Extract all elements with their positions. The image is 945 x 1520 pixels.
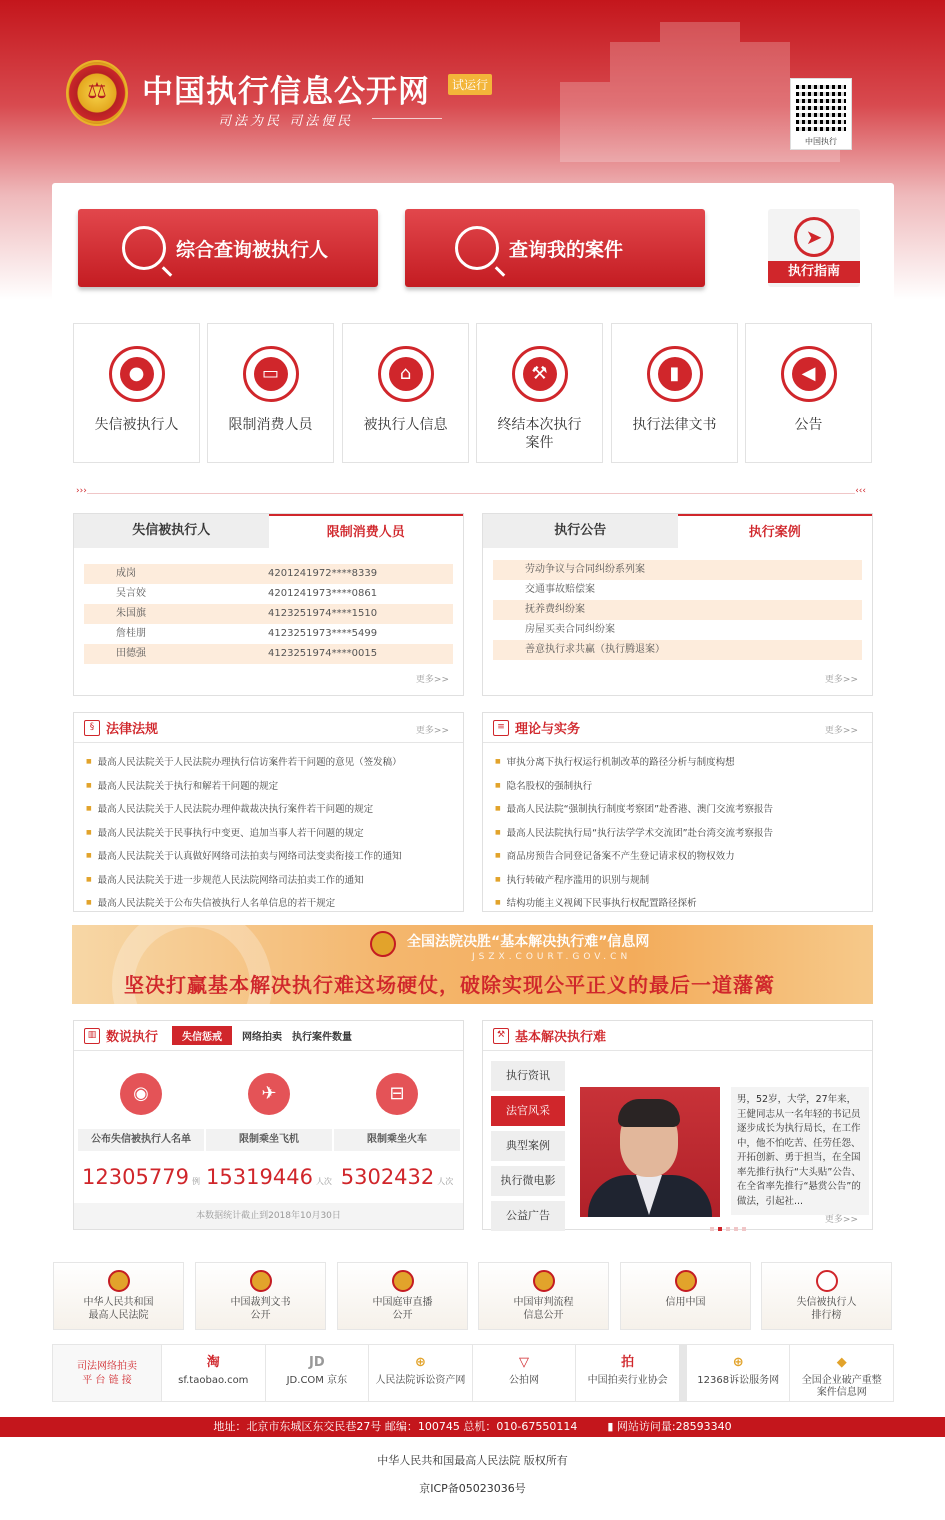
- tile-label: 失信被执行人: [94, 417, 179, 433]
- platform-label: 12368诉讼服务网: [697, 1375, 780, 1386]
- list-item[interactable]: ■ 最高人民法院“强制执行制度考察团”赴香港、澳门交流考察报告: [495, 798, 872, 822]
- row-id: 4123251974****0015: [268, 648, 378, 659]
- stat-unit: 人次: [437, 1177, 454, 1186]
- table-row[interactable]: [84, 604, 453, 624]
- basic-solve-title: 基本解决执行难: [515, 1030, 607, 1045]
- link-trial-live[interactable]: [337, 1262, 468, 1330]
- link-label: 中国庭审直播 公开: [372, 1297, 433, 1321]
- qr-code-icon: [796, 84, 846, 134]
- tile-label: 限制消费人员: [228, 417, 313, 433]
- court-emblem-icon: [533, 1270, 555, 1292]
- tile-executee-info[interactable]: [342, 323, 469, 463]
- tile-label: 公告: [794, 417, 823, 433]
- theory-title: 理论与实务: [515, 722, 581, 737]
- carousel-dots[interactable]: [710, 1227, 746, 1231]
- judge-bio: 男，52岁，大学，27年来，王健同志从一名年轻的书记员逐步成长为执行局长，在工作中，他不怕吃苦、任劳任怨、开拓创新、勇于担当，在全国率先推行执行“大头贴”公告、在全省率先推行“悬赏公告”的做法，引起社...: [731, 1087, 869, 1215]
- jd-logo-icon: JD: [309, 1355, 325, 1370]
- tab-dishonest-punishment[interactable]: 失信惩戒: [172, 1026, 232, 1045]
- list-item[interactable]: ■ 最高人民法院关于公布失信被执行人名单信息的若干规定: [86, 892, 463, 916]
- national-emblem-icon: [392, 1270, 414, 1292]
- stat-value: [78, 1165, 204, 1189]
- court-emblem-icon: [250, 1270, 272, 1292]
- platform-12368[interactable]: [679, 1345, 790, 1401]
- stat-value: [334, 1165, 460, 1189]
- document-icon: ≡: [493, 720, 509, 736]
- stat-number: 15319446: [206, 1165, 313, 1189]
- list-item[interactable]: ■ 最高人民法院关于进一步规范人民法院网络司法拍卖工作的通知: [86, 869, 463, 893]
- list-item[interactable]: ■ 最高人民法院关于认真做好网络司法拍卖与网络司法变卖衔接工作的通知: [86, 845, 463, 869]
- gavel-icon: ⚒: [493, 1028, 509, 1044]
- person-search-icon: [122, 226, 166, 270]
- query-my-case-button[interactable]: [405, 209, 705, 287]
- table-row[interactable]: [84, 584, 453, 604]
- list-item[interactable]: ■ 最高人民法院关于人民法院办理仲裁裁决执行案件若干问题的规定: [86, 798, 463, 822]
- national-emblem-icon: [108, 1270, 130, 1292]
- slogan-line: [372, 118, 442, 119]
- query-executee-button[interactable]: [78, 209, 378, 287]
- list-item[interactable]: ■ 审执分离下执行权运行机制改革的路径分析与制度构想: [495, 751, 872, 775]
- document-search-icon: [455, 226, 499, 270]
- table-row[interactable]: [84, 644, 453, 664]
- list-item[interactable]: ■ 执行转破产程序滥用的识别与规制: [495, 869, 872, 893]
- stat-unit: 人次: [315, 1177, 332, 1186]
- stat-train-ban: [334, 1073, 460, 1189]
- platform-gpai[interactable]: [472, 1345, 576, 1401]
- platform-label: 全国企业破产重整 案件信息网: [801, 1375, 882, 1398]
- data-exec-title: 数说执行: [106, 1030, 159, 1045]
- tab-execution-cases[interactable]: 执行案例: [678, 514, 873, 548]
- platform-bankruptcy[interactable]: [789, 1345, 893, 1401]
- row-id: 4201241973****0861: [268, 588, 378, 599]
- list-item[interactable]: ■ 最高人民法院关于执行和解若干问题的规定: [86, 775, 463, 799]
- case-title: 善意执行求共赢（执行腾退案）: [525, 644, 665, 655]
- more-link[interactable]: 更多>>: [415, 726, 449, 736]
- banner-url: JSZX.COURT.GOV.CN: [472, 952, 632, 962]
- link-dishonest-ranking[interactable]: [761, 1262, 892, 1330]
- list-item[interactable]: [493, 620, 862, 640]
- list-item[interactable]: ■ 隐名股权的强制执行: [495, 775, 872, 799]
- platform-label: 人民法院诉讼资产网: [375, 1375, 466, 1386]
- platform-label: JD.COM 京东: [286, 1375, 348, 1386]
- gavel-icon: ⚒: [512, 346, 568, 402]
- row-name: 詹桂朋: [116, 628, 146, 639]
- banner-title: 全国法院决胜“基本解决执行难”信息网: [407, 934, 650, 950]
- card-icon: ▭: [243, 346, 299, 402]
- peoples-daily-logo-icon: [816, 1270, 838, 1292]
- platforms-title: 司法网络拍卖 平 台 链 接: [53, 1345, 161, 1401]
- more-link[interactable]: 更多>>: [824, 1215, 858, 1225]
- tab-online-auction[interactable]: 网络拍卖: [242, 1032, 283, 1043]
- query-my-case-label: 查询我的案件: [509, 238, 624, 261]
- tile-label: 被执行人信息: [363, 417, 448, 433]
- train-icon: ⊟: [376, 1073, 418, 1115]
- platform-taobao[interactable]: [161, 1345, 265, 1401]
- case-title: 交通事故赔偿案: [525, 584, 595, 595]
- court-emblem-icon: ⊕: [732, 1355, 744, 1370]
- taobao-logo-icon: 淘: [206, 1355, 220, 1370]
- qr-label: 中国执行: [805, 137, 837, 146]
- trial-badge: 试运行: [448, 74, 492, 95]
- data-exec-panel: [73, 1020, 464, 1230]
- query-executee-label: 综合查询被执行人: [176, 238, 329, 261]
- tile-restricted-consumers[interactable]: [207, 323, 334, 463]
- list-item[interactable]: ■ 最高人民法院关于人民法院办理执行信访案件若干问题的意见（签发稿）: [86, 751, 463, 775]
- bar-chart-icon: ▮: [607, 1420, 614, 1433]
- tab-execution-announcements[interactable]: 执行公告: [483, 514, 678, 548]
- list-item[interactable]: ■ 最高人民法院关于民事执行中变更、追加当事人若干问题的规定: [86, 822, 463, 846]
- arrow-right-icon: ›››: [76, 486, 87, 496]
- footer-address: 地址：北京市东城区东交民巷27号 邮编：100745 总机：010-67550114: [213, 1420, 578, 1433]
- banner-slogan: 坚决打赢基本解决执行难这场硬仗，破除实现公平正义的最后一道藩篱: [124, 973, 775, 997]
- row-id: 4123251974****1510: [268, 608, 378, 619]
- link-label: 失信被执行人 排行榜: [796, 1297, 857, 1321]
- tile-legal-documents[interactable]: [611, 323, 738, 463]
- national-emblem-icon: [675, 1270, 697, 1292]
- judge-photo[interactable]: [580, 1087, 720, 1217]
- compass-icon: ➤: [794, 217, 834, 257]
- row-name: 成岗: [116, 568, 136, 579]
- auction-platforms: [52, 1344, 894, 1402]
- link-trial-process[interactable]: [478, 1262, 609, 1330]
- platform-label: sf.taobao.com: [178, 1375, 249, 1386]
- data-note: 本数据统计截止到2018年10月30日: [74, 1203, 463, 1229]
- campaign-banner[interactable]: [72, 925, 873, 1004]
- stat-flight-ban: [206, 1073, 332, 1189]
- list-item[interactable]: [493, 580, 862, 600]
- footer-bar: [0, 1417, 945, 1437]
- stat-number: 5302432: [340, 1165, 435, 1189]
- tile-dishonest-executee[interactable]: [73, 323, 200, 463]
- eye-person-icon: ◉: [120, 1073, 162, 1115]
- gpai-logo-icon: ▽: [519, 1355, 530, 1370]
- stat-unit: 例: [191, 1177, 200, 1186]
- theory-panel: [482, 712, 873, 912]
- footer-copyright: 中华人民共和国最高人民法院 版权所有: [377, 1454, 568, 1467]
- list-item[interactable]: [493, 560, 862, 580]
- link-judgment-documents[interactable]: [195, 1262, 326, 1330]
- case-title: 劳动争议与合同纠纷系列案: [525, 564, 645, 575]
- nav-micro-films[interactable]: 执行微电影: [491, 1166, 565, 1196]
- row-name: 田德强: [116, 648, 146, 659]
- executee-panel: [73, 513, 464, 696]
- stat-label: 公布失信被执行人名单: [78, 1129, 204, 1151]
- row-name: 朱国旗: [116, 608, 146, 619]
- stat-label: 限制乘坐飞机: [206, 1129, 332, 1151]
- link-label: 中国裁判文书 公开: [230, 1297, 291, 1321]
- footer-icp[interactable]: 京ICP备05023036号: [419, 1482, 526, 1495]
- row-id: 4201241972****8339: [268, 568, 378, 579]
- platform-court-assets[interactable]: [368, 1345, 472, 1401]
- case-title: 房屋买卖合同纠纷案: [525, 624, 615, 635]
- platform-auction-association[interactable]: [575, 1345, 679, 1401]
- plane-icon: ✈: [248, 1073, 290, 1115]
- more-link[interactable]: 更多>>: [824, 675, 858, 685]
- list-item[interactable]: [493, 600, 862, 620]
- link-label: 信用中国: [665, 1297, 706, 1308]
- execution-guide-label: 执行指南: [768, 261, 860, 283]
- platform-label: 公拍网: [509, 1375, 540, 1386]
- laws-title: 法律法规: [106, 722, 159, 737]
- nav-judge-profiles[interactable]: 法官风采: [491, 1096, 565, 1126]
- list-item[interactable]: [493, 640, 862, 660]
- law-book-icon: §: [84, 720, 100, 736]
- nav-execution-news[interactable]: 执行资讯: [491, 1061, 565, 1091]
- megaphone-icon: ◀: [781, 346, 837, 402]
- qr-code: [790, 78, 852, 150]
- tab-restricted-consumers[interactable]: 限制消费人员: [269, 514, 464, 548]
- platform-label: 中国拍卖行业协会: [587, 1375, 668, 1386]
- cases-panel: [482, 513, 873, 696]
- auction-association-logo-icon: 拍: [621, 1355, 635, 1370]
- platform-jd[interactable]: [265, 1345, 369, 1401]
- tile-announcements[interactable]: [745, 323, 872, 463]
- stat-dishonest-list: [78, 1073, 204, 1189]
- bankruptcy-logo-icon: ◆: [836, 1355, 847, 1370]
- nav-public-ads[interactable]: 公益广告: [491, 1201, 565, 1231]
- row-id: 4123251973****5499: [268, 628, 378, 639]
- tile-label: 终结本次执行案件: [497, 417, 582, 451]
- person-icon: ●: [109, 346, 165, 402]
- chart-icon: ▥: [84, 1028, 100, 1044]
- tile-terminated-cases[interactable]: [476, 323, 603, 463]
- book-icon: ▮: [647, 346, 703, 402]
- table-row[interactable]: [84, 624, 453, 644]
- court-emblem-icon: [370, 931, 396, 957]
- execution-guide-button[interactable]: [768, 209, 860, 287]
- arrow-left-icon: ‹‹‹: [855, 486, 866, 496]
- section-divider: [76, 486, 866, 496]
- site-title[interactable]: 中国执行信息公开网: [142, 74, 430, 110]
- case-title: 抚养费纠纷案: [525, 604, 585, 615]
- link-label: 中华人民共和国 最高人民法院: [83, 1297, 154, 1321]
- more-link[interactable]: 更多>>: [415, 675, 449, 685]
- row-name: 吴言姣: [116, 588, 146, 599]
- tile-label: 执行法律文书: [632, 417, 717, 433]
- list-item[interactable]: ■ 商品房预告合同登记备案不产生登记请求权的物权效力: [495, 845, 872, 869]
- list-item[interactable]: ■ 结构功能主义视阈下民事执行权配置路径探析: [495, 892, 872, 916]
- basic-solve-panel: [482, 1020, 873, 1230]
- court-emblem-icon: ⊕: [414, 1355, 426, 1370]
- link-label: 中国审判流程 信息公开: [513, 1297, 574, 1321]
- list-item[interactable]: ■ 最高人民法院执行局“执行法学学术交流团”赴台湾交流考察报告: [495, 822, 872, 846]
- link-supreme-court[interactable]: [53, 1262, 184, 1330]
- link-credit-china[interactable]: [620, 1262, 751, 1330]
- tab-case-count[interactable]: 执行案件数量: [292, 1032, 353, 1043]
- slogan: 司法为民 司法便民: [218, 114, 354, 129]
- tab-dishonest-executee[interactable]: 失信被执行人: [74, 514, 269, 548]
- stat-number: 12305779: [82, 1165, 189, 1189]
- table-row[interactable]: [84, 564, 453, 584]
- stat-value: [206, 1165, 332, 1189]
- footer-visits: 网站访问量:28593340: [616, 1420, 732, 1433]
- court-emblem-icon: ⚖: [66, 60, 128, 126]
- laws-panel: [73, 712, 464, 912]
- stat-label: 限制乘坐火车: [334, 1129, 460, 1151]
- more-link[interactable]: 更多>>: [824, 726, 858, 736]
- building-icon: ⌂: [378, 346, 434, 402]
- nav-typical-cases[interactable]: 典型案例: [491, 1131, 565, 1161]
